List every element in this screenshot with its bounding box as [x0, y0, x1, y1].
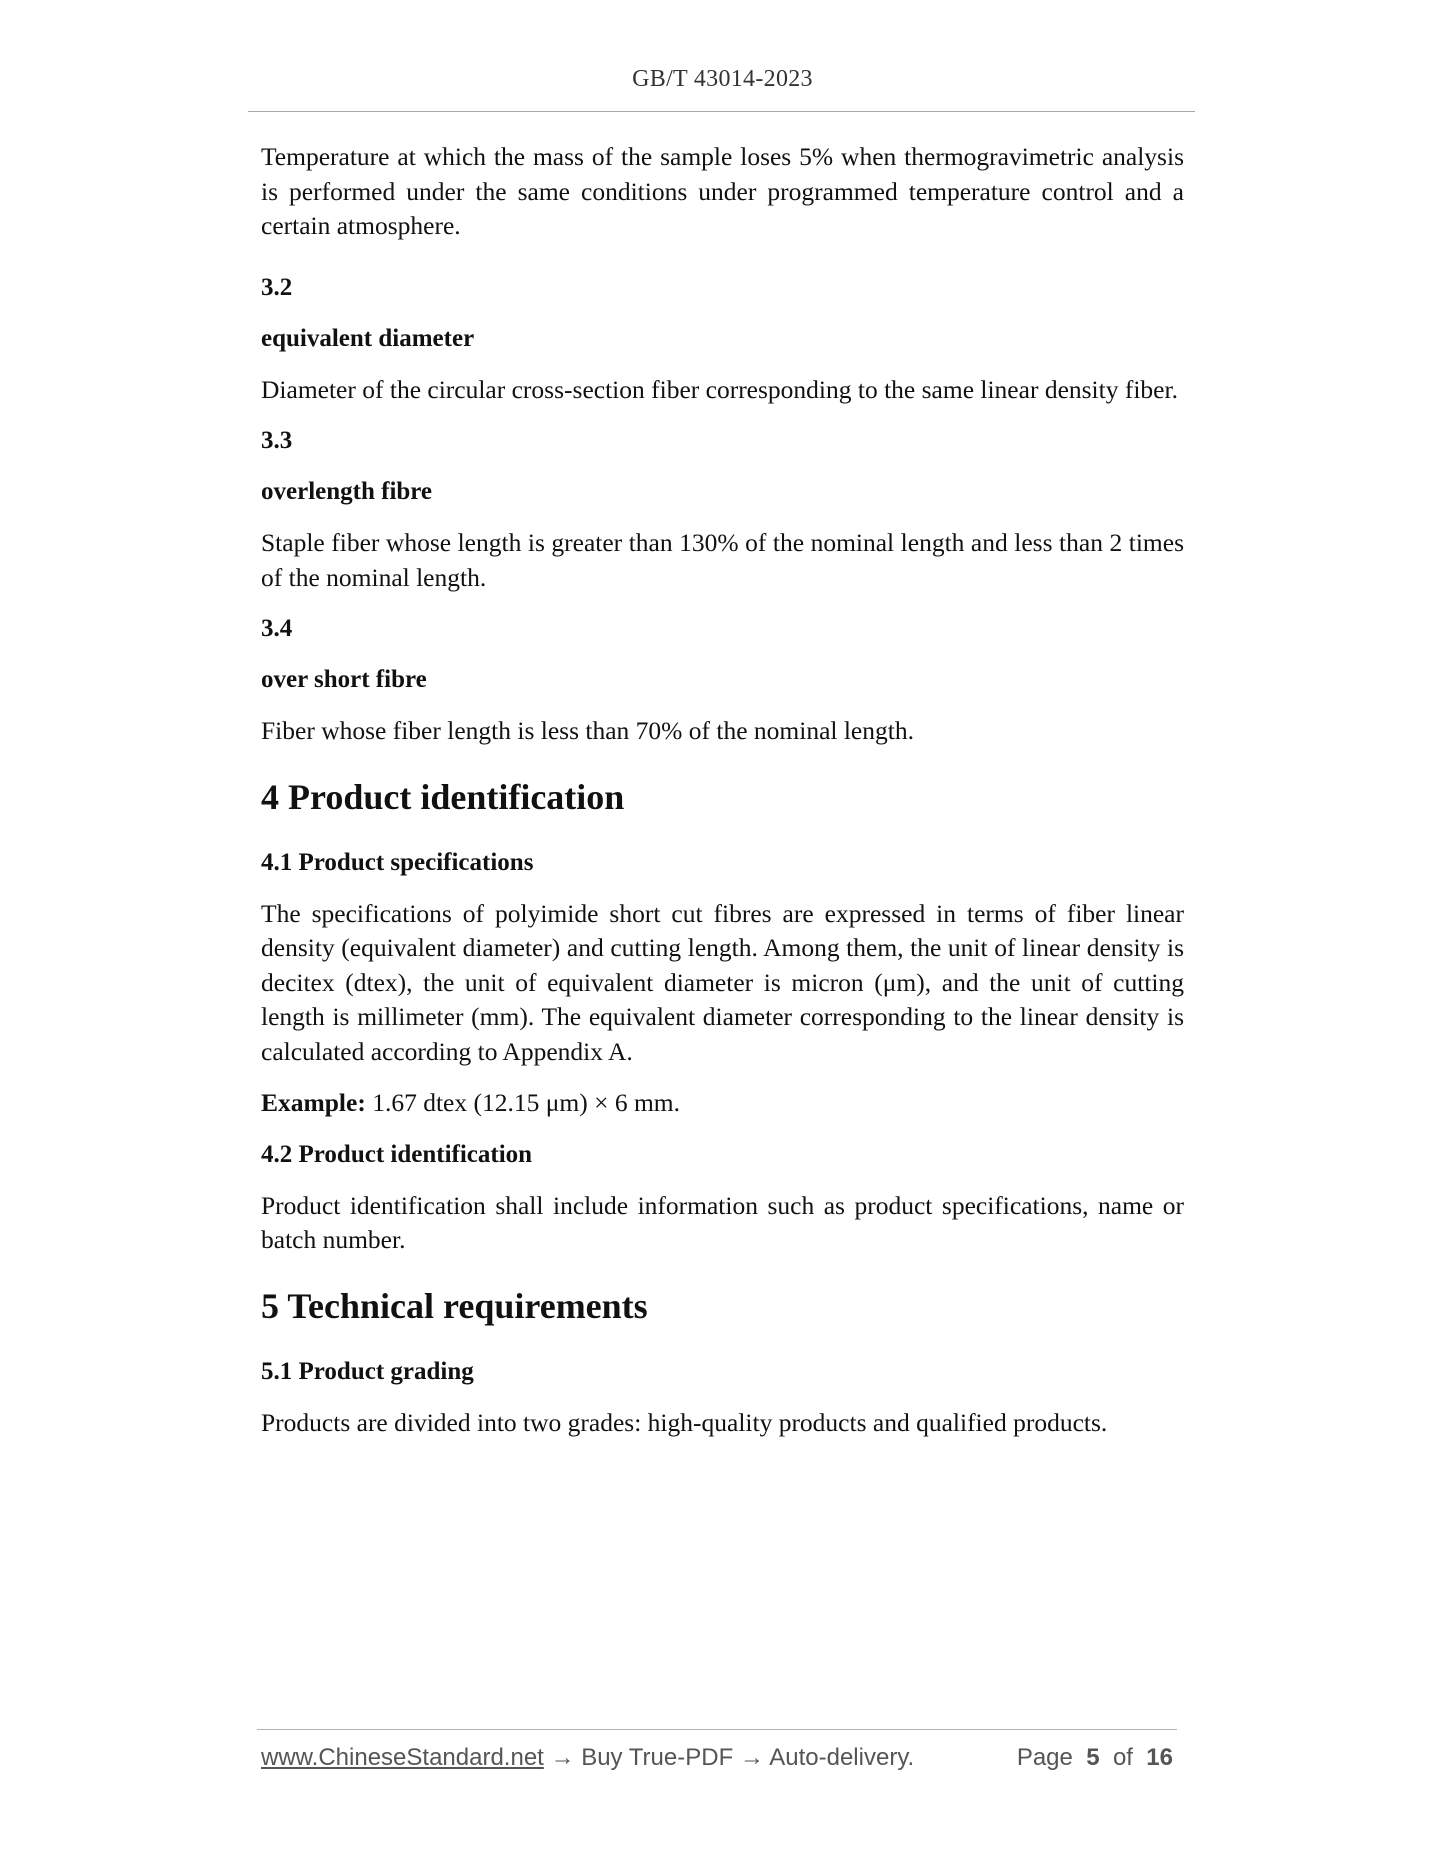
- term-3-3-number: 3.3: [261, 427, 293, 454]
- heading-section-5: 5 Technical requirements: [261, 1285, 648, 1326]
- section-4-2-text: Product identification shall include information such as product specifications, name or batch number.: [261, 1190, 1184, 1254]
- page-indicator: [1017, 1744, 1173, 1772]
- heading-4-2: 4.2 Product identification: [261, 1140, 533, 1168]
- term-3-2-name: equivalent diameter: [261, 324, 475, 352]
- heading-section-4: 4 Product identification: [261, 776, 625, 817]
- term-3-4-definition: Fiber whose fiber length is less than 70% of the nominal length.: [261, 716, 914, 745]
- current-page-number: 5: [1086, 1744, 1100, 1771]
- heading-4-1: 4.1 Product specifications: [261, 848, 534, 876]
- arrow-right-icon: →: [543, 1744, 582, 1771]
- total-pages-number: 16: [1146, 1744, 1173, 1771]
- example-line: [261, 1086, 1184, 1121]
- example-label: Example:: [261, 1088, 366, 1117]
- example-value: 1.67 dtex (12.15 μm) × 6 mm.: [365, 1088, 681, 1117]
- footer-delivery-text: Auto-delivery.: [769, 1744, 915, 1771]
- document-header-title: GB/T 43014-2023: [632, 66, 813, 92]
- term-3-3-definition: Staple fiber whose length is greater than 130% of the nominal length and less than 2 times of the nominal length.: [261, 528, 1184, 592]
- term-3-3-name: overlength fibre: [261, 478, 433, 505]
- section-5-1-text: Products are divided into two grades: high-quality products and qualified products.: [261, 1407, 1108, 1437]
- header-divider: [248, 111, 1195, 112]
- page-content: [261, 140, 1184, 1440]
- term-3-4-number: 3.4: [261, 615, 293, 642]
- term-3-2-number: 3.2: [261, 273, 293, 301]
- heading-5-1: 5.1 Product grading: [261, 1357, 474, 1385]
- section-4-1-text: The specifications of polyimide short cut fibres are expressed in terms of fiber linear density (equivalent diameter) and cutting length. Among them, the unit of linear density is decitex (dtex), the unit of equivalent diameter is micron (μm), and the unit of cutting length is millimeter (mm). The equivalent diameter corresponding to the linear density is calculated according to Appendix A.: [261, 898, 1184, 1066]
- footer-promo: [261, 1744, 914, 1772]
- page-word: Page: [1016, 1744, 1073, 1771]
- footer-divider: [257, 1729, 1177, 1730]
- page-footer: [261, 1744, 1181, 1778]
- arrow-right-icon: →: [733, 1744, 770, 1771]
- footer-website-link[interactable]: www.ChineseStandard.net: [261, 1744, 544, 1771]
- of-word: of: [1112, 1744, 1133, 1771]
- term-3-4-name: over short fibre: [261, 666, 427, 693]
- term-3-1-definition: Temperature at which the mass of the sample loses 5% when thermogravimetric analysis is performed under the same conditions under programmed temperature control and a certain atmosphere.: [261, 142, 1184, 240]
- term-3-2-definition: Diameter of the circular cross-section fiber corresponding to the same linear density fiber.: [261, 374, 1178, 404]
- footer-buy-text: Buy True-PDF: [581, 1744, 734, 1771]
